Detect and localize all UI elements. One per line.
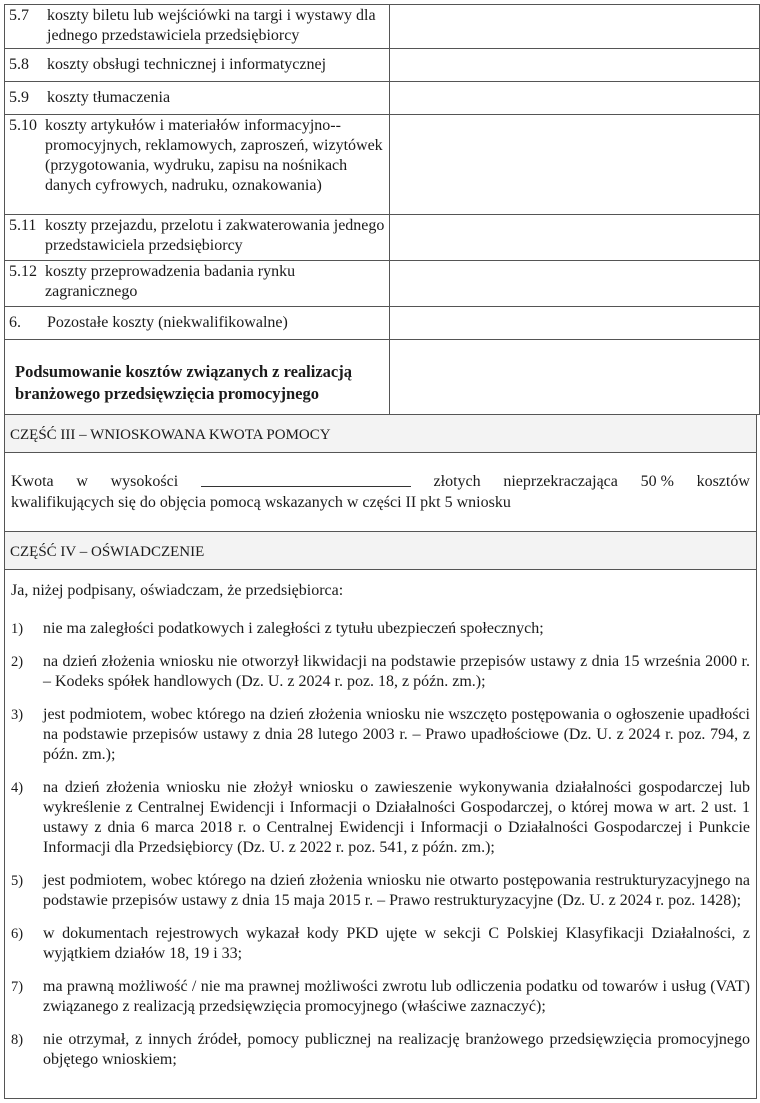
cost-text: koszty przejazdu, przelotu i zakwaterowania jednego przedstawiciela przedsiębiorcy — [45, 217, 385, 254]
cost-value-field[interactable] — [390, 115, 760, 215]
part3-amount-statement — [4, 453, 757, 532]
cost-number: 5.12 — [9, 263, 37, 280]
point-text: nie ma zaległości podatkowych i zaległości z tytułu ubezpieczeń społecznych; — [43, 620, 544, 637]
form-page — [4, 4, 757, 1099]
declaration-point — [11, 619, 750, 639]
declaration-point — [11, 778, 750, 858]
declaration-point — [11, 977, 750, 1017]
cost-table — [4, 4, 760, 415]
table-row — [5, 215, 760, 261]
amount-input-blank[interactable] — [201, 471, 411, 487]
cost-text: koszty przeprowadzenia badania rynku zagranicznego — [45, 263, 296, 300]
point-number: 3) — [11, 707, 24, 723]
point-text: jest podmiotem, wobec którego na dzień złożenia wniosku nie otwarto postępowania restrukturyzacyjnego na podstawie przepisów ustawy z dnia 15 maja 2015 r. – Prawo restrukturyzacyjne (Dz. U. z 2024 r. poz. 1428); — [43, 872, 750, 909]
table-row — [5, 115, 760, 215]
point-text: na dzień złożenia wniosku nie otworzył likwidacji na podstawie przepisów ustawy z dnia 15 września 2000 r. – Kodeks spółek handlowych (Dz. U. z 2024 r. poz. 18, z późn. zm.); — [43, 653, 750, 690]
cost-label — [5, 215, 390, 261]
cost-number: 5.9 — [9, 89, 29, 106]
cost-value-field[interactable] — [390, 307, 760, 340]
cost-number: 5.10 — [9, 117, 37, 134]
part4-declaration — [4, 570, 757, 1099]
declaration-point — [11, 924, 750, 964]
declaration-intro: Ja, niżej podpisany, oświadczam, że przedsiębiorca: — [11, 582, 344, 599]
cost-number: 5.7 — [9, 7, 29, 24]
table-row — [5, 307, 760, 340]
cost-value-field[interactable] — [390, 5, 760, 49]
part4-header: CZĘŚĆ IV – OŚWIADCZENIE — [4, 532, 757, 570]
text-word: złotych — [433, 473, 481, 490]
cost-label — [5, 82, 390, 115]
cost-text: koszty artykułów i materiałów informacyjno--promocyjnych, reklamowych, zaproszeń, wizytówek (przygotowania, wydruku, zapisu na nośnikach danych cyfrowych, nadruku, oznakowania) — [45, 117, 383, 194]
cost-value-field[interactable] — [390, 261, 760, 307]
cost-label — [5, 261, 390, 307]
amount-line2: kwalifikujących się do objęcia pomocą wskazanych w części II pkt 5 wniosku — [11, 494, 511, 511]
point-text: na dzień złożenia wniosku nie złożył wniosku o zawieszenie wykonywania działalności gospodarczej lub wykreślenie z Centralnej Ewidencji i Informacji o Działalności Gospodarczej, o której mowa w art. 2 ust. 1 ustawy z dnia 6 marca 2018 r. o Centralnej Ewidencji i Informacji o Działalności Gospodarczej i Punkcie Informacji dla Przedsiębiorcy (Dz. U. z 2022 r. poz. 541, z późn. zm.); — [43, 779, 750, 856]
point-number: 6) — [11, 926, 24, 942]
point-number: 1) — [11, 621, 24, 637]
point-number: 5) — [11, 873, 24, 889]
text-word: w — [76, 473, 88, 490]
summary-label: Podsumowanie kosztów związanych z realizacją branżowego przedsięwzięcia promocyjnego — [15, 362, 352, 403]
cost-label — [5, 115, 390, 215]
part3-header: CZĘŚĆ III – WNIOSKOWANA KWOTA POMOCY — [4, 415, 757, 453]
cost-value-field[interactable] — [390, 82, 760, 115]
point-text: w dokumentach rejestrowych wykazał kody PKD ujęte w sekcji C Polskiej Klasyfikacji Działalności, z wyjątkiem działów 18, 19 i 33; — [43, 925, 750, 962]
cost-label — [5, 5, 390, 49]
point-text: ma prawną możliwość / nie ma prawnej możliwości zwrotu lub odliczenia podatku od towarów i usług (VAT) związanego z realizacją przedsięwzięcia promocyjnego (właściwe zaznaczyć); — [43, 978, 750, 1015]
point-number: 4) — [11, 780, 24, 796]
declaration-point — [11, 1030, 750, 1070]
cost-number: 6. — [9, 314, 21, 331]
text-word: nieprzekraczająca — [503, 473, 618, 490]
text-word: 50 % — [640, 473, 674, 490]
cost-value-field[interactable] — [390, 215, 760, 261]
text-word: wysokości — [110, 473, 179, 490]
cost-text: koszty obsługi technicznej i informatycznej — [47, 56, 327, 73]
point-text: jest podmiotem, wobec którego na dzień złożenia wniosku nie wszczęto postępowania o ogłoszenie upadłości na podstawie przepisów ustawy z dnia 28 lutego 2003 r. – Prawo upadłościowe (Dz. U. z 2024 r. poz. 794, z późn. zm.); — [43, 706, 750, 763]
declaration-point — [11, 871, 750, 911]
cost-number: 5.8 — [9, 56, 29, 73]
point-number: 8) — [11, 1032, 24, 1048]
summary-row — [5, 340, 760, 415]
table-row — [5, 49, 760, 82]
point-number: 2) — [11, 654, 24, 670]
table-row — [5, 5, 760, 49]
table-row — [5, 261, 760, 307]
cost-label — [5, 49, 390, 82]
point-number: 7) — [11, 979, 24, 995]
cost-value-field[interactable] — [390, 49, 760, 82]
table-row — [5, 82, 760, 115]
text-word: kosztów — [696, 473, 750, 490]
summary-value-field[interactable] — [390, 340, 760, 415]
cost-text: koszty biletu lub wejściówki na targi i wystawy dla jednego przedstawiciela przedsiębiorcy — [47, 7, 376, 44]
cost-number: 5.11 — [9, 217, 37, 234]
cost-text: Pozostałe koszty (niekwalifikowalne) — [47, 314, 288, 331]
declaration-point — [11, 705, 750, 765]
cost-text: koszty tłumaczenia — [47, 89, 171, 106]
text-word: Kwota — [11, 473, 54, 490]
point-text: nie otrzymał, z innych źródeł, pomocy publicznej na realizację branżowego przedsięwzięcia promocyjnego objętego wnioskiem; — [43, 1031, 750, 1068]
cost-label — [5, 307, 390, 340]
summary-label-cell — [5, 340, 390, 415]
declaration-point — [11, 652, 750, 692]
